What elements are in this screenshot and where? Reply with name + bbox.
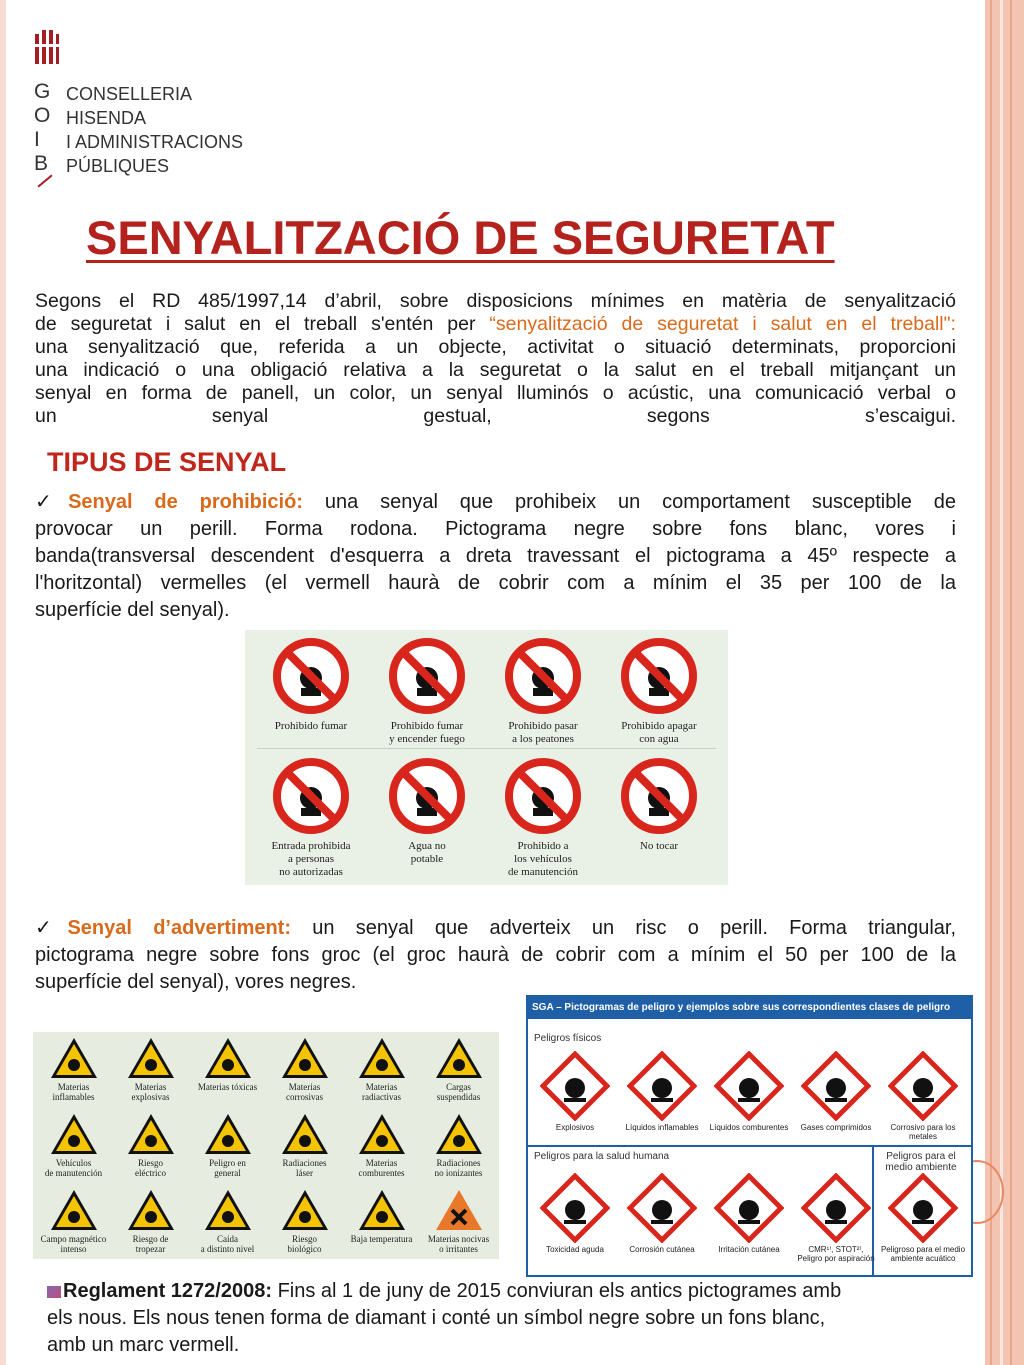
right-stripe-line-1 — [990, 0, 992, 1365]
sign-caption: Radiaciones no ionizantes — [434, 1158, 483, 1178]
ghs-caption: Gases comprimidos — [800, 1123, 872, 1132]
sign-caption: Caída a distinto nivel — [200, 1234, 255, 1254]
no-open-flame-icon — [387, 636, 467, 716]
flammable-icon — [49, 1036, 99, 1080]
ghs-caption: Explosivos — [555, 1123, 595, 1132]
ghs-environment-icon — [888, 1173, 958, 1243]
sign-caption: Materias nocivas o irritantes — [427, 1234, 490, 1254]
intro-quote: “senyalització de seguretat i salut en el treball": — [489, 313, 956, 335]
warning-sign — [189, 1112, 266, 1178]
ghs-pictogram — [880, 1173, 966, 1263]
ghs-caption: Líquidos comburentes — [709, 1123, 789, 1132]
warning-sign — [112, 1188, 189, 1254]
prohibition-line: superfície del senyal). — [35, 599, 230, 621]
non-ionizing-icon — [434, 1112, 484, 1156]
sign-caption: Agua no potable — [408, 840, 446, 865]
ghs-pictogram — [880, 1051, 966, 1141]
prohibition-sign — [253, 636, 369, 733]
suspended-load-icon — [434, 1036, 484, 1080]
low-temperature-icon — [357, 1188, 407, 1232]
intro-line: una senyalització que, referida a un objecte, activitat o situació determinats, proporcioni — [35, 336, 956, 358]
intro-line — [35, 313, 956, 336]
prohibition-sign — [253, 756, 369, 879]
oxidizing-icon — [357, 1112, 407, 1156]
ghs-flammable-icon — [627, 1051, 697, 1121]
warning-sign — [266, 1036, 343, 1102]
sign-caption: Riesgo biológico — [287, 1234, 322, 1254]
magnetic-icon — [49, 1188, 99, 1232]
left-stripe — [0, 0, 6, 1365]
intro-line: una indicació o una obligació relativa a la seguretat o la salut en el treball mitjançant un — [35, 359, 956, 381]
sign-caption: Materias corrosivas — [286, 1082, 323, 1102]
warning-sign — [266, 1112, 343, 1178]
forklift-icon — [49, 1112, 99, 1156]
sign-caption: Campo magnético intenso — [40, 1234, 107, 1254]
electric-icon — [126, 1112, 176, 1156]
ghs-pictogram — [706, 1051, 792, 1132]
reglament-paragraph — [47, 1278, 957, 1359]
ghs-caption: Irritación cutánea — [718, 1245, 780, 1254]
ghs-health-label: Peligros para la salud humana — [534, 1151, 670, 1162]
panel-divider — [257, 748, 716, 749]
sign-caption: Materias tóxicas — [197, 1082, 258, 1092]
warning-paragraph — [35, 915, 956, 996]
intro-paragraph — [35, 290, 956, 428]
no-pedestrians-icon — [503, 636, 583, 716]
ghs-oxidizing-icon — [714, 1051, 784, 1121]
ghs-panel — [526, 995, 973, 1277]
intro-line: Segons el RD 485/1997,14 d’abril, sobre disposicions mínimes en matèria de senyalització — [35, 290, 956, 312]
warning-sign — [420, 1188, 497, 1254]
prohibition-paragraph — [35, 489, 956, 624]
intro-text: de seguretat i salut en el treball s'entén per — [35, 313, 490, 335]
not-drinkable-icon — [387, 756, 467, 836]
warning-label: Senyal d’advertiment: — [67, 917, 292, 939]
check-icon: ✓ — [35, 491, 69, 513]
prohibition-sign — [369, 756, 485, 866]
ghs-caption: Peligroso para el medio ambiente acuático — [880, 1245, 966, 1263]
bullet-icon — [47, 1286, 61, 1298]
reglament-line: amb un marc vermell. — [47, 1334, 240, 1356]
intro-line: senyal en forma de panell, un color, un senyal lluminós o acústic, una comunicació verbal o — [35, 382, 956, 404]
ghs-env-label: Peligros para el medio ambiente — [885, 1151, 957, 1173]
goib-emblem-icon — [34, 28, 60, 66]
warning-sign — [112, 1036, 189, 1102]
logo-slash — [37, 174, 52, 187]
ghs-health-hazard-icon — [801, 1173, 871, 1243]
no-smoking-icon — [271, 636, 351, 716]
prohibition-line: l'horitzontal) vermelles (el vermell haurà de cobrir com a mínim el 35 per 100 de la — [35, 572, 956, 594]
warning-line — [35, 915, 956, 942]
toxic-icon — [203, 1036, 253, 1080]
ghs-pictogram — [532, 1173, 618, 1254]
ghs-divider — [528, 1145, 971, 1147]
ghs-caption: Toxicidad aguda — [546, 1245, 604, 1254]
prohibition-label: Senyal de prohibició: — [68, 491, 303, 513]
ghs-toxic-icon — [540, 1173, 610, 1243]
ghs-pictogram — [532, 1051, 618, 1132]
ghs-pictogram — [706, 1173, 792, 1254]
no-water-extinguish-icon — [619, 636, 699, 716]
goib-letters — [34, 80, 50, 176]
laser-icon — [280, 1112, 330, 1156]
sign-caption: Cargas suspendidas — [436, 1082, 481, 1102]
warning-sign — [112, 1112, 189, 1178]
ghs-caption: Líquidos inflamables — [625, 1123, 699, 1132]
sign-caption: Radiaciones láser — [282, 1158, 327, 1178]
department-line: CONSELLERIA — [66, 84, 193, 104]
biohazard-icon — [280, 1188, 330, 1232]
warning-sign — [189, 1188, 266, 1254]
logo-letter-g: G — [34, 80, 51, 103]
sign-caption: Baja temperatura — [350, 1234, 413, 1244]
no-entry-icon — [271, 756, 351, 836]
ghs-header: SGA – Pictogramas de peligro y ejemplos sobre sus correspondientes clases de peligro — [528, 997, 971, 1019]
department-line: HISENDA — [66, 108, 147, 128]
sign-caption: Prohibido pasar a los peatones — [508, 720, 578, 745]
reglament-line: els nous. Els nous tenen forma de diamant i conté un símbol negre sobre un fons blanc, — [47, 1307, 826, 1329]
warning-line: pictograma negre sobre fons groc (el groc haurà de cobrir com a mínim el 50 per 100 de la — [35, 944, 956, 966]
logo-letter-o: O — [34, 104, 51, 127]
harmful-icon — [434, 1188, 484, 1232]
prohibition-line — [35, 489, 956, 516]
trip-icon — [126, 1188, 176, 1232]
ghs-explosive-icon — [540, 1051, 610, 1121]
sign-caption: Prohibido fumar — [274, 720, 348, 732]
prohibition-sign — [369, 636, 485, 746]
intro-line: un senyal gestual, segons s’escaigui. — [35, 405, 956, 427]
sign-caption: Materias explosivas — [131, 1082, 170, 1102]
warning-sign — [420, 1112, 497, 1178]
warning-sign — [343, 1188, 420, 1244]
ghs-gas-icon — [801, 1051, 871, 1121]
prohibition-sign — [485, 636, 601, 746]
ghs-pictogram — [793, 1173, 879, 1263]
page-title: SENYALITZACIÓ DE SEGURETAT — [86, 211, 835, 264]
logo-letter-b: B — [34, 152, 49, 175]
goib-logo — [34, 28, 264, 198]
warning-sign — [266, 1188, 343, 1254]
sign-caption: Materias comburentes — [358, 1158, 405, 1178]
ghs-irritant-icon — [714, 1173, 784, 1243]
ghs-physical-label: Peligros físicos — [534, 1033, 602, 1044]
right-stripe-line-3 — [1010, 0, 1012, 1365]
sign-caption: Materias inflamables — [52, 1082, 95, 1102]
general-danger-icon — [203, 1112, 253, 1156]
reglament-text: Fins al 1 de juny de 2015 conviuran els antics pictogrames amb — [272, 1280, 842, 1302]
sign-caption: Prohibido fumar y encender fuego — [389, 720, 465, 745]
warning-sign — [420, 1036, 497, 1102]
sign-caption: Prohibido a los vehículos de manutención — [508, 840, 578, 878]
department-line: I ADMINISTRACIONS — [66, 132, 244, 152]
sign-caption: Prohibido apagar con agua — [621, 720, 697, 745]
ghs-pictogram — [619, 1173, 705, 1254]
prohibition-sign — [601, 636, 717, 746]
ghs-skin-corrosion-icon — [627, 1173, 697, 1243]
reglament-line — [47, 1278, 957, 1305]
warning-text: un senyal que adverteix un risc o perill. Forma triangular, — [291, 917, 957, 939]
sign-caption: No tocar — [639, 840, 679, 852]
sign-caption: Materias radiactivas — [362, 1082, 401, 1102]
sign-caption: Vehículos de manutención — [44, 1158, 103, 1178]
radioactive-icon — [357, 1036, 407, 1080]
corrosive-icon — [280, 1036, 330, 1080]
warning-sign — [343, 1036, 420, 1102]
check-icon: ✓ — [35, 917, 68, 939]
right-stripe-line-2 — [1000, 0, 1003, 1365]
sign-caption: Riesgo de tropezar — [132, 1234, 169, 1254]
prohibition-line: provocar un perill. Forma rodona. Pictograma negre sobre fons blanc, vores i — [35, 518, 956, 540]
prohibition-signs-panel — [245, 630, 728, 885]
warning-sign — [189, 1036, 266, 1092]
reglament-label: Reglament 1272/2008: — [63, 1280, 273, 1302]
ghs-pictogram — [793, 1051, 879, 1132]
ghs-caption: CMR¹⁾, STOT²⁾, Peligro por aspiración — [797, 1245, 875, 1263]
ghs-corrosive-metal-icon — [888, 1051, 958, 1121]
prohibition-text: una senyal que prohibeix un comportament susceptible de — [302, 491, 956, 513]
warning-sign — [35, 1188, 112, 1254]
sign-caption: Riesgo eléctrico — [135, 1158, 166, 1178]
prohibition-sign — [485, 756, 601, 879]
warning-sign — [343, 1112, 420, 1178]
ghs-caption: Corrosivo para los metales — [890, 1123, 956, 1141]
prohibition-sign — [601, 756, 717, 853]
ghs-pictogram — [619, 1051, 705, 1132]
sign-caption: Peligro en general — [209, 1158, 246, 1178]
warning-sign — [35, 1036, 112, 1102]
section-heading: TIPUS DE SENYAL — [47, 447, 287, 477]
no-touch-icon — [619, 756, 699, 836]
warning-signs-panel — [33, 1032, 499, 1259]
explosive-icon — [126, 1036, 176, 1080]
fall-icon — [203, 1188, 253, 1232]
warning-line: superfície del senyal), vores negres. — [35, 971, 357, 993]
department-name — [66, 82, 243, 178]
sign-caption: Entrada prohibida a personas no autorizadas — [271, 840, 351, 878]
prohibition-line: banda(transversal descendent d'esquerra a dreta travessant el pictograma a 45º respecte a — [35, 545, 956, 567]
logo-letter-i: I — [34, 128, 40, 151]
no-forklift-icon — [503, 756, 583, 836]
ghs-caption: Corrosión cutánea — [629, 1245, 695, 1254]
department-line: PÚBLIQUES — [66, 156, 170, 176]
warning-sign — [35, 1112, 112, 1178]
